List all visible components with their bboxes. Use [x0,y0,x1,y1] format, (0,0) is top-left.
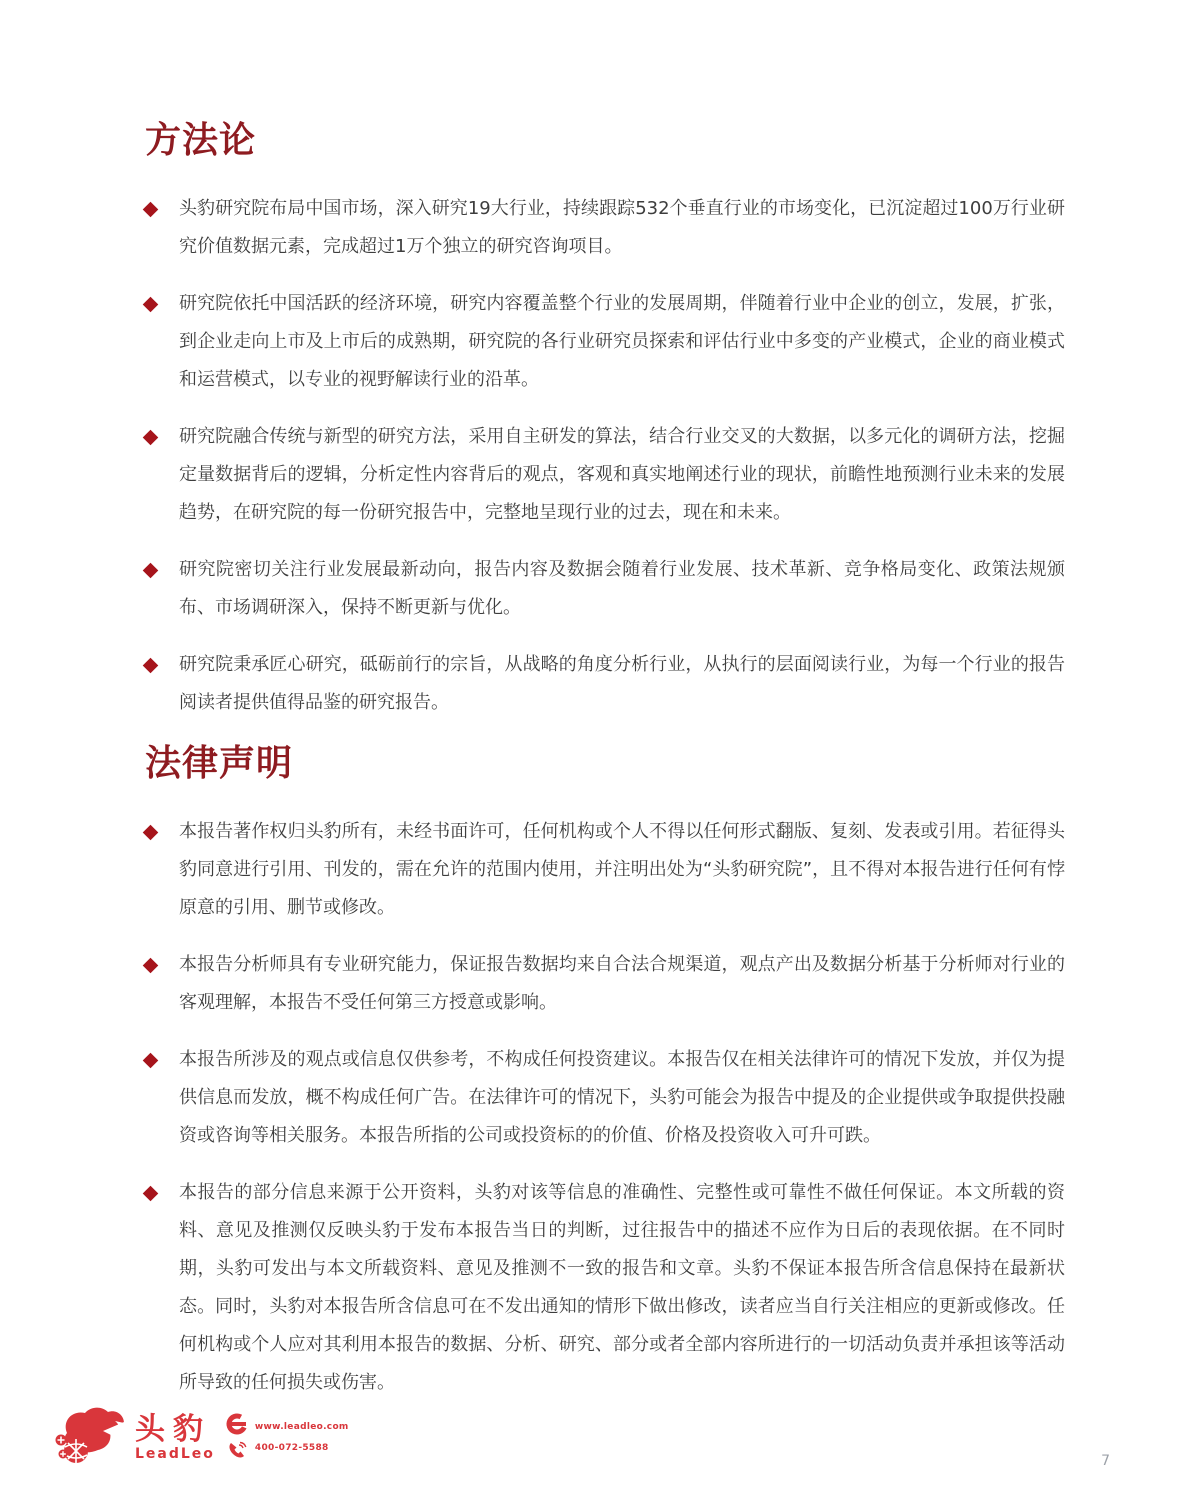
leadleo-leopard-logo-icon [55,1405,127,1471]
diamond-bullet-icon [145,1174,179,1402]
page-content [145,118,1065,1421]
section-heading-legal: 法律声明 [145,743,294,784]
footer-contact-icons [225,1411,249,1465]
bullet-text: 研究院密切关注行业发展最新动向，报告内容及数据会随着行业发展、技术革新、竞争格局变化、政策法规颁布、市场调研深入，保持不断更新与优化。 [179,559,1065,618]
diamond-bullet-icon [145,285,179,399]
list-item [145,646,1065,722]
footer-contact-block [225,1411,349,1465]
phone-icon [227,1441,247,1465]
list-item [145,285,1065,399]
list-item [145,1174,1065,1402]
bullet-text: 本报告所涉及的观点或信息仅供参考，不构成任何投资建议。本报告仅在相关法律许可的情况下发放，并仅为提供信息而发放，概不构成任何广告。在法律许可的情况下，头豹可能会为报告中提及的企业提供或争取提供投融资或咨询等相关服务。本报告所指的公司或投资标的的价值、价格及投资收入可升可跌。 [179,1049,1065,1146]
list-item [145,190,1065,266]
diamond-bullet-icon [145,946,179,1022]
bullet-text: 本报告分析师具有专业研究能力，保证报告数据均来自合法合规渠道，观点产出及数据分析基于分析师对行业的客观理解，本报告不受任何第三方授意或影响。 [179,954,1065,1013]
section-legal-statement [145,741,1065,1402]
diamond-bullet-icon [145,418,179,532]
brand-name-chinese: 头豹 [135,1412,211,1447]
brand-name-english: LeadLeo [135,1446,215,1462]
footer-phone-number: 400-072-5588 [254,1443,329,1453]
methodology-bullet-list [145,190,1065,722]
diamond-bullet-icon [145,551,179,627]
list-item [145,551,1065,627]
legal-bullet-list [145,813,1065,1402]
page-number: 7 [1101,1453,1110,1469]
bullet-text: 本报告著作权归头豹所有，未经书面许可，任何机构或个人不得以任何形式翻版、复刻、发表或引用。若征得头豹同意进行引用、刊发的，需在允许的范围内使用，并注明出处为“头豹研究院”，且不得对本报告进行任何有悖原意的引用、删节或修改。 [179,821,1065,918]
list-item [145,946,1065,1022]
browser-e-icon [225,1411,249,1441]
footer-website: www.leadleo.com [254,1422,349,1432]
footer-contact-texts [255,1420,349,1456]
footer-brand-bar [55,1405,349,1471]
section-heading-methodology: 方法论 [145,120,257,161]
diamond-bullet-icon [145,190,179,266]
list-item [145,813,1065,927]
section-methodology [145,118,1065,722]
bullet-text: 研究院融合传统与新型的研究方法，采用自主研发的算法，结合行业交叉的大数据，以多元化的调研方法，挖掘定量数据背后的逻辑，分析定性内容背后的观点，客观和真实地阐述行业的现状，前瞻性地预测行业未来的发展趋势，在研究院的每一份研究报告中，完整地呈现行业的过去，现在和未来。 [179,426,1065,523]
diamond-bullet-icon [145,813,179,927]
diamond-bullet-icon [145,646,179,722]
bullet-text: 头豹研究院布局中国市场，深入研究19大行业，持续跟踪532个垂直行业的市场变化，已沉淀超过100万行业研究价值数据元素，完成超过1万个独立的研究咨询项目。 [179,198,1065,257]
list-item [145,418,1065,532]
list-item [145,1041,1065,1155]
brand-name-block [135,1414,215,1462]
diamond-bullet-icon [145,1041,179,1155]
bullet-text: 本报告的部分信息来源于公开资料，头豹对该等信息的准确性、完整性或可靠性不做任何保证。本文所载的资料、意见及推测仅反映头豹于发布本报告当日的判断，过往报告中的描述不应作为日后的表现依据。在不同时期，头豹可发出与本文所载资料、意见及推测不一致的报告和文章。头豹不保证本报告所含信息保持在最新状态。同时，头豹对本报告所含信息可在不发出通知的情形下做出修改，读者应当自行关注相应的更新或修改。任何机构或个人应对其利用本报告的数据、分析、研究、部分或者全部内容所进行的一切活动负责并承担该等活动所导致的任何损失或伤害。 [179,1182,1065,1393]
bullet-text: 研究院秉承匠心研究，砥砺前行的宗旨，从战略的角度分析行业，从执行的层面阅读行业，为每一个行业的报告阅读者提供值得品鉴的研究报告。 [179,654,1065,713]
bullet-text: 研究院依托中国活跃的经济环境，研究内容覆盖整个行业的发展周期，伴随着行业中企业的创立，发展，扩张，到企业走向上市及上市后的成熟期，研究院的各行业研究员探索和评估行业中多变的产业模式，企业的商业模式和运营模式，以专业的视野解读行业的沿革。 [179,293,1065,390]
